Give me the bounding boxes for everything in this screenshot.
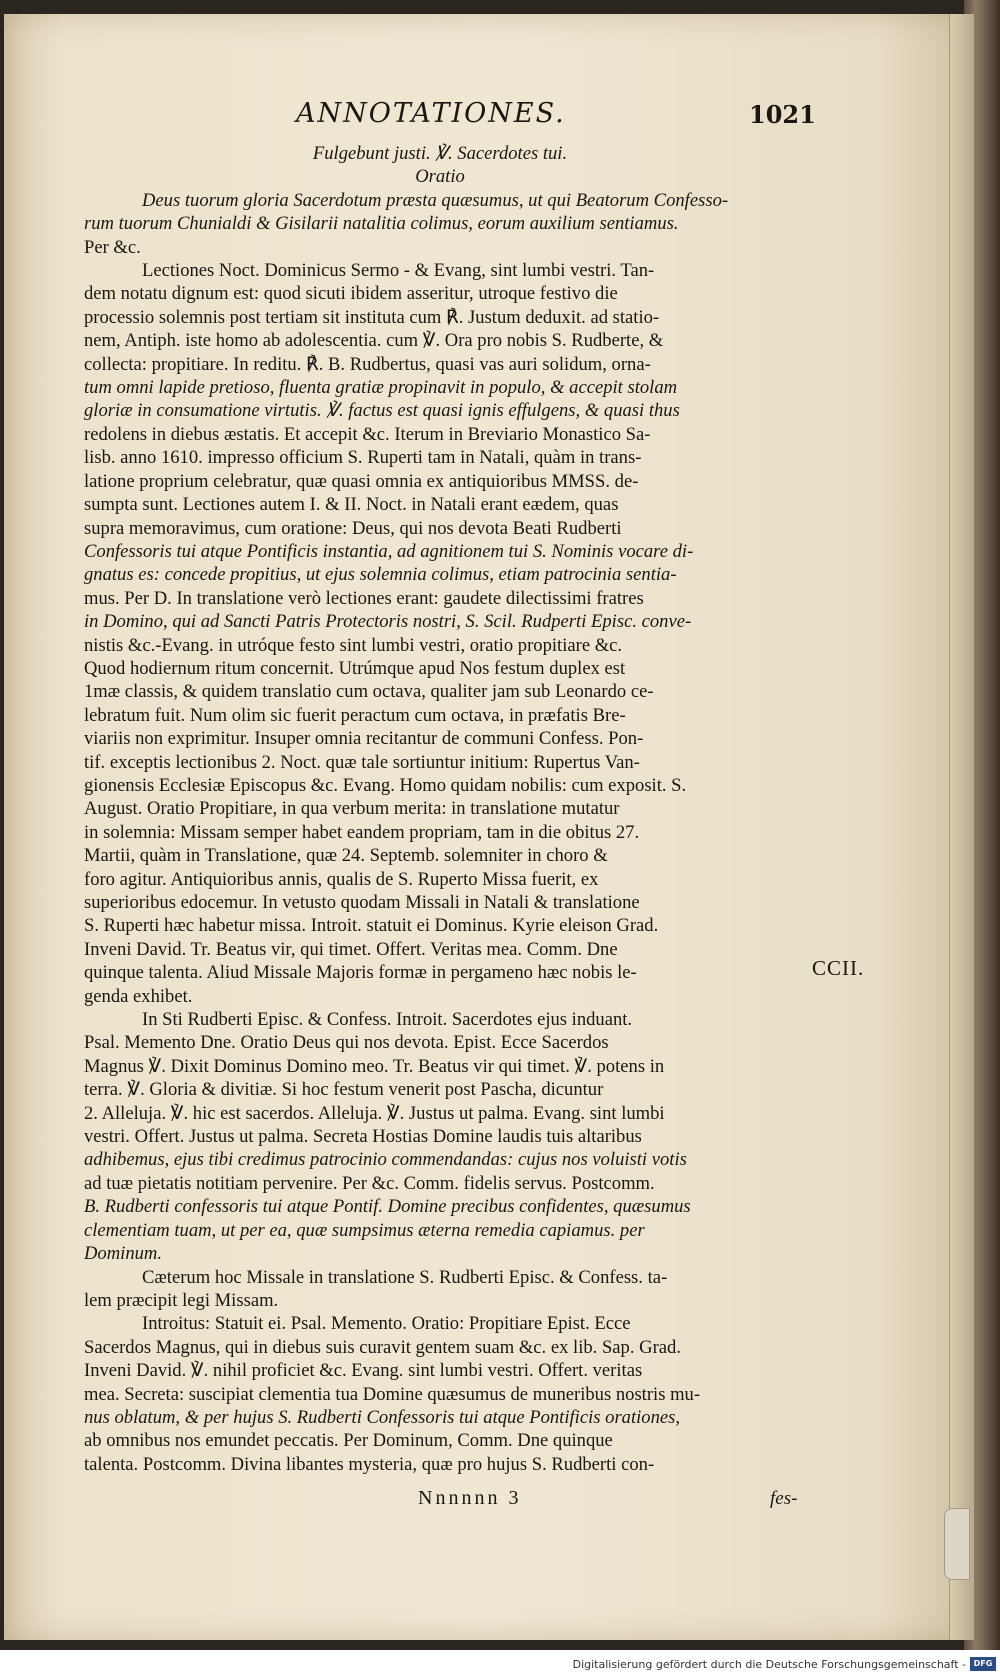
text-line: dem notatu dignum est: quod sicuti ibidem asseritur, utroque festivo die <box>84 283 618 305</box>
text-line: gionensis Ecclesiæ Episcopus &c. Evang. Homo quidam nobilis: cum exposit. S. <box>84 774 687 796</box>
sticker-tab <box>944 1508 970 1580</box>
text-line: viariis non exprimitur. Insuper omnia recitantur de communi Confess. Pon- <box>84 728 644 750</box>
margin-note: CCII. <box>812 956 865 980</box>
running-head: ANNOTATIONES. <box>296 98 566 129</box>
text-line: nem, Antiph. iste homo ab adolescentia. cum ℣. Ora pro nobis S. Rudberte, & <box>84 330 664 352</box>
text-line: rum tuorum Chunialdi & Gisilarii natalitia colimus, eorum auxilium sentiamus. <box>84 213 679 235</box>
signature-mark: Nnnnnn 3 <box>418 1487 522 1509</box>
text-line: Cæterum hoc Missale in translatione S. Rudberti Episc. & Confess. ta- <box>142 1266 668 1288</box>
text-line: supra memoravimus, cum oratione: Deus, qui nos devota Beati Rudberti <box>84 517 622 539</box>
text-line: tum omni lapide pretioso, fluenta gratiæ propinavit in populo, & accepit stolam <box>84 377 678 399</box>
text-line: nistis &c.-Evang. in utróque festo sint lumbi vestri, oratio propitiare &c. <box>84 634 623 656</box>
text-line: latione proprium celebratur, quæ quasi omnia ex antiquioribus MMSS. de- <box>84 470 639 492</box>
text-line: Lectiones Noct. Dominicus Sermo - & Evang, sint lumbi vestri. Tan- <box>142 260 655 282</box>
text-line: lisb. anno 1610. impresso officium S. Ruperti tam in Natali, quàm in trans- <box>84 447 642 469</box>
text-line: sumpta sunt. Lectiones autem I. & II. Noct. in Natali erant eædem, quas <box>84 494 619 516</box>
text-line: mea. Secreta: suscipiat clementia tua Domine quæsumus de muneribus nostris mu- <box>84 1383 701 1405</box>
text-line: Per &c. <box>84 236 141 258</box>
text-line: lem præcipit legi Missam. <box>84 1289 279 1311</box>
text-line: Sacerdos Magnus, qui in diebus suis curavit gentem suam &c. ex lib. Sap. Grad. <box>84 1336 681 1358</box>
text-line: adhibemus, ejus tibi credimus patrocinio commendandas: cujus nos voluisti votis <box>84 1149 687 1171</box>
text-line: B. Rudberti confessoris tui atque Pontif. Domine precibus confidentes, quæsumus <box>84 1196 691 1218</box>
text-line: terra. ℣. Gloria & divitiæ. Si hoc festum venerit post Pascha, dicuntur <box>84 1079 604 1101</box>
text-line: Fulgebunt justi. ℣. Sacerdotes tui. <box>312 143 568 164</box>
footer <box>0 1650 1000 1680</box>
text-line: Psal. Memento Dne. Oratio Deus qui nos devota. Epist. Ecce Sacerdos <box>84 1032 609 1054</box>
text-line: Confessoris tui atque Pontificis instantia, ad agnitionem tui S. Nominis vocare di- <box>84 540 694 562</box>
text-line: Introitus: Statuit ei. Psal. Memento. Oratio: Propitiare Epist. Ecce <box>142 1313 631 1335</box>
text-line: lebratum fuit. Num olim sic fuerit peractum cum octava, in præfatis Bre- <box>84 704 626 726</box>
text-line: Quod hodiernum ritum concernit. Utrúmque apud Nos festum duplex est <box>84 657 626 679</box>
text-line: Inveni David. ℣. nihil proficiet &c. Evang. sint lumbi vestri. Offert. veritas <box>84 1360 643 1382</box>
catchword: fes- <box>770 1488 798 1509</box>
text-line: redolens in diebus æstatis. Et accepit &c. Iterum in Breviario Monastico Sa- <box>84 423 651 445</box>
text-line: Deus tuorum gloria Sacerdotum præsta quæsumus, ut qui Beatorum Confesso- <box>142 189 729 211</box>
text-line: processio solemnis post tertiam sit instituta cum ℟. Justum deduxit. ad statio- <box>84 306 660 328</box>
page <box>4 14 974 1640</box>
text-line: August. Oratio Propitiare, in qua verbum merita: in translatione mutatur <box>84 798 620 820</box>
text-line: gloriæ in consumatione virtutis. ℣. factus est quasi ignis effulgens, & quasi thus <box>84 400 680 422</box>
body-text <box>84 142 796 1476</box>
text-line: in Domino, qui ad Sancti Patris Protectoris nostri, S. Scil. Rudperti Episc. conve- <box>84 611 692 633</box>
text-line: genda exhibet. <box>84 985 193 1007</box>
text-line: Oratio <box>415 166 465 188</box>
text-line: tif. exceptis lectionibus 2. Noct. quæ tale sortiuntur initium: Rupertus Van- <box>84 751 640 773</box>
page-edge-strip <box>949 14 974 1640</box>
text-line: superioribus edocemur. In vetusto quodam Missali in Natali & translatione <box>84 892 640 913</box>
text-line: nus oblatum, & per hujus S. Rudberti Confessoris tui atque Pontificis orationes, <box>84 1406 681 1428</box>
text-line: quinque talenta. Aliud Missale Majoris formæ in pergameno hæc nobis le- <box>84 962 637 984</box>
page-header <box>4 98 974 138</box>
text-line: gnatus es: concede propitius, ut ejus solemnia colimus, etiam patrocinia sentia- <box>84 564 677 586</box>
footer-credit: Digitalisierung gefördert durch die Deutsche Forschungsgemeinschaft - <box>572 1658 966 1671</box>
text-line: vestri. Offert. Justus ut palma. Secreta Hostias Domine laudis tuis altaribus <box>84 1126 642 1148</box>
text-line: Martii, quàm in Translatione, quæ 24. Septemb. solemniter in choro & <box>84 845 608 867</box>
text-line: S. Ruperti hæc habetur missa. Introit. statuit ei Dominus. Kyrie eleison Grad. <box>84 915 659 937</box>
text-line: in solemnia: Missam semper habet eandem propriam, tam in die obitus 27. <box>84 821 640 843</box>
text-line: foro agitur. Antiquioribus annis, qualis de S. Ruperto Missa fuerit, ex <box>84 868 599 890</box>
text-line: talenta. Postcomm. Divina libantes mysteria, quæ pro hujus S. Rudberti con- <box>84 1453 655 1475</box>
text-line: Dominum. <box>84 1243 162 1265</box>
text-line: clementiam tuam, ut per ea, quæ sumpsimus æterna remedia capiamus. per <box>84 1219 645 1241</box>
page-number: 1021 <box>749 100 816 129</box>
dfg-logo: DFG <box>970 1657 996 1671</box>
text-line: In Sti Rudberti Episc. & Confess. Introit. Sacerdotes ejus induant. <box>142 1009 633 1031</box>
text-line: Magnus ℣. Dixit Dominus Domino meo. Tr. Beatus vir qui timet. ℣. potens in <box>84 1055 665 1077</box>
text-line: 2. Alleluja. ℣. hic est sacerdos. Alleluja. ℣. Justus ut palma. Evang. sint lumbi <box>84 1102 665 1124</box>
text-line: 1mæ classis, & quidem translatio cum octava, qualiter jam sub Leonardo ce- <box>84 681 654 703</box>
text-line: mus. Per D. In translatione verò lectiones erant: gaudete dilectissimi fratres <box>84 587 644 609</box>
text-line: collecta: propitiare. In reditu. ℟. B. Rudbertus, quasi vas auri solidum, orna- <box>84 353 651 375</box>
text-line: ab omnibus nos emundet peccatis. Per Dominum, Comm. Dne quinque <box>84 1430 613 1452</box>
text-line: ad tuæ pietatis notitiam pervenire. Per &c. Comm. fidelis servus. Postcomm. <box>84 1172 655 1194</box>
text-line: Inveni David. Tr. Beatus vir, qui timet. Offert. Veritas mea. Comm. Dne <box>84 938 618 960</box>
